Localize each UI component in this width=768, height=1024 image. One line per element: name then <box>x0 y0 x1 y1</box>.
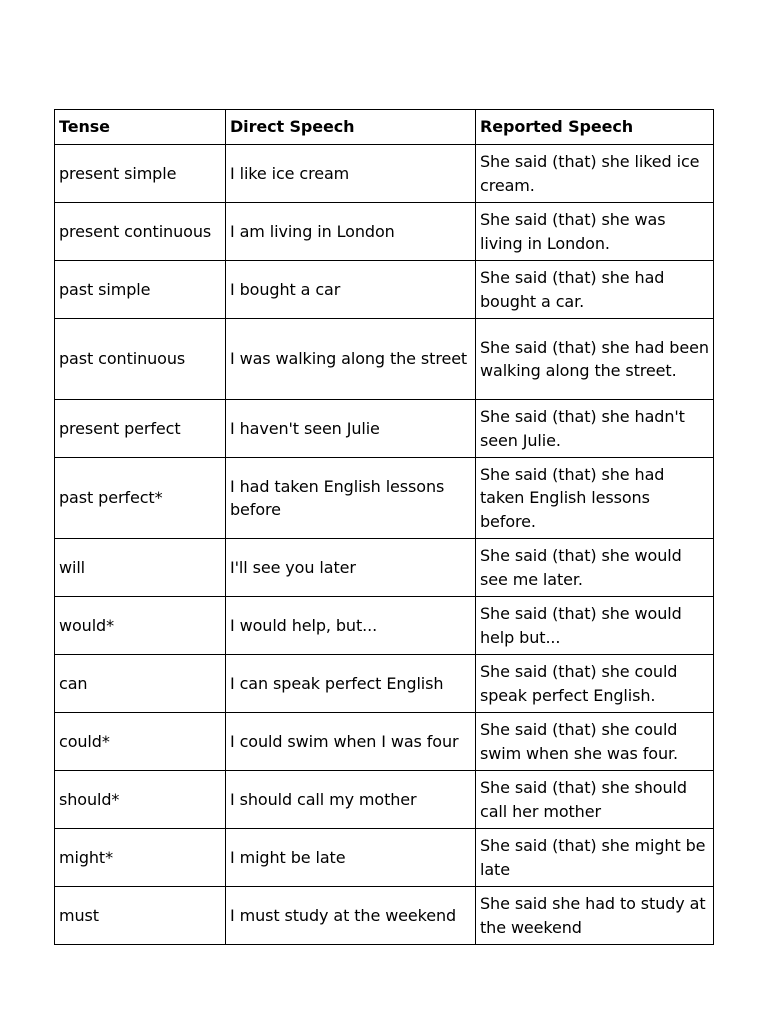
table-row <box>55 458 714 539</box>
direct-speech-cell: I am living in London <box>226 203 476 261</box>
reported-speech-cell: She said (that) she hadn't seen Julie. <box>476 400 714 458</box>
reported-speech-cell: She said (that) she was living in London. <box>476 203 714 261</box>
table-row <box>55 261 714 319</box>
tense-cell: might* <box>55 829 226 887</box>
tense-cell: present simple <box>55 145 226 203</box>
tense-cell: present perfect <box>55 400 226 458</box>
tense-cell: past simple <box>55 261 226 319</box>
table-header-row <box>55 110 714 145</box>
direct-speech-cell: I must study at the weekend <box>226 887 476 945</box>
tense-cell: will <box>55 539 226 597</box>
tense-cell: past continuous <box>55 319 226 400</box>
table-row <box>55 713 714 771</box>
reported-speech-cell: She said (that) she might be late <box>476 829 714 887</box>
reported-speech-cell: She said she had to study at the weekend <box>476 887 714 945</box>
reported-speech-table <box>54 109 714 945</box>
table-row <box>55 887 714 945</box>
header-reported-speech: Reported Speech <box>476 110 714 145</box>
table-row <box>55 319 714 400</box>
table-row <box>55 655 714 713</box>
reported-speech-cell: She said (that) she could speak perfect English. <box>476 655 714 713</box>
reported-speech-cell: She said (that) she would help but... <box>476 597 714 655</box>
reported-speech-cell: She said (that) she would see me later. <box>476 539 714 597</box>
reported-speech-cell: She said (that) she liked ice cream. <box>476 145 714 203</box>
reported-speech-cell: She said (that) she could swim when she was four. <box>476 713 714 771</box>
direct-speech-cell: I'll see you later <box>226 539 476 597</box>
tense-cell: past perfect* <box>55 458 226 539</box>
table-row <box>55 145 714 203</box>
tense-cell: present continuous <box>55 203 226 261</box>
table-row <box>55 829 714 887</box>
direct-speech-cell: I should call my mother <box>226 771 476 829</box>
reported-speech-cell: She said (that) she had been walking along the street. <box>476 319 714 400</box>
reported-speech-cell: She said (that) she had bought a car. <box>476 261 714 319</box>
header-tense: Tense <box>55 110 226 145</box>
tense-cell: must <box>55 887 226 945</box>
table-row <box>55 771 714 829</box>
direct-speech-cell: I like ice cream <box>226 145 476 203</box>
reported-speech-cell: She said (that) she should call her mother <box>476 771 714 829</box>
table-row <box>55 203 714 261</box>
direct-speech-cell: I can speak perfect English <box>226 655 476 713</box>
reported-speech-cell: She said (that) she had taken English lessons before. <box>476 458 714 539</box>
tense-cell: should* <box>55 771 226 829</box>
table-row <box>55 539 714 597</box>
tense-cell: could* <box>55 713 226 771</box>
direct-speech-cell: I had taken English lessons before <box>226 458 476 539</box>
direct-speech-cell: I was walking along the street <box>226 319 476 400</box>
direct-speech-cell: I haven't seen Julie <box>226 400 476 458</box>
direct-speech-cell: I would help, but... <box>226 597 476 655</box>
tense-cell: would* <box>55 597 226 655</box>
direct-speech-cell: I might be late <box>226 829 476 887</box>
header-direct-speech: Direct Speech <box>226 110 476 145</box>
tense-cell: can <box>55 655 226 713</box>
direct-speech-cell: I bought a car <box>226 261 476 319</box>
table-row <box>55 400 714 458</box>
direct-speech-cell: I could swim when I was four <box>226 713 476 771</box>
table-row <box>55 597 714 655</box>
